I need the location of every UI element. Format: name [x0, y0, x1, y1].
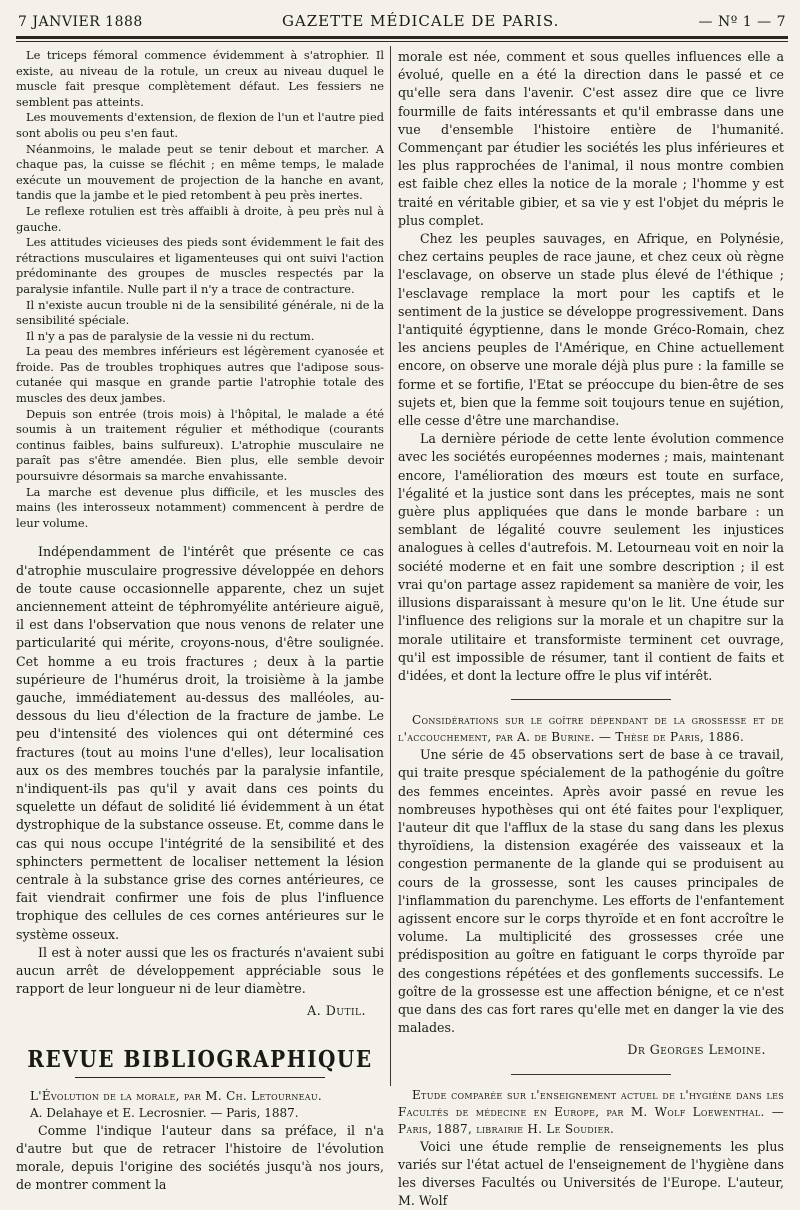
goitre-signature: Dr Georges Lemoine.: [627, 1042, 766, 1058]
left-column: [16, 48, 384, 1193]
case-discussion: [16, 543, 384, 1020]
issue-number: — Nº 1 — 7: [698, 14, 786, 30]
header-date: 7 JANVIER 1888: [18, 14, 143, 30]
header-rule-thin: [16, 41, 788, 42]
goitre-heading: [398, 712, 784, 746]
obs-paragraph: La peau des membres inférieurs est légèrement cyanosée et froide. Pas de troubles trophiques autres que l'adipose sous-cutanée qui masque en grande partie l'atrophie totale des muscles des deux jambes.: [16, 344, 384, 406]
header-rule: [16, 36, 788, 39]
author-signature: A. Dutil.: [307, 1003, 366, 1019]
obs-paragraph: Les mouvements d'extension, de flexion de l'un et l'autre pied sont abolis ou peu s'en faut.: [16, 110, 384, 140]
obs-paragraph: Néanmoins, le malade peut se tenir debout et marcher. A chaque pas, la cuisse se fléchit ; en même temps, le malade exécute un mouvement de projection de la hanche en avant, tandis que la jambe et le pied retombent à peu près inertes.: [16, 141, 384, 203]
obs-paragraph: La marche est devenue plus difficile, et les muscles des mains (les interosseux notamment) commencent à perdre de leur volume.: [16, 484, 384, 530]
section-title: REVUE BIBLIOGRAPHIQUE: [27, 1044, 373, 1073]
hygiene-title: Etude comparée sur l'enseignement actuel de l'hygiène dans les Facultés de médecine en Europe, par M. Wolf Loewenthal. — Paris, 1887, librairie H. Le Soudier.: [398, 1087, 784, 1136]
page-header: [18, 12, 786, 34]
obs-paragraph: Depuis son entrée (trois mois) à l'hôpital, le malade a été soumis à un traitement régulier et méthodique (courants continus faibles, bains sulfureux). L'atrophie musculaire ne paraît pas s'être amendée. Bien plus, elle semble devoir poursuivre désormais sa marche envahissante.: [16, 406, 384, 484]
obs-paragraph: Le triceps fémoral commence évidemment à s'atrophier. Il existe, au niveau de la rotule, un creux au niveau duquel le muscle fait presque complètement défaut. Les fessiers ne semblent pas atteints.: [16, 48, 384, 109]
obs-paragraph: Il n'existe aucun trouble ni de la sensibilité générale, ni de la sensibilité spéciale.: [16, 297, 384, 328]
section-rule: [75, 1077, 325, 1078]
hygiene-body: [398, 1138, 784, 1210]
goitre-title: Considérations sur le goître dépendant de la grossesse et de l'accouchement, par A. de Burine. — Thèse de Paris, 1886.: [398, 713, 784, 745]
hygiene-heading: [398, 1087, 784, 1138]
review-body: [398, 48, 784, 685]
review-heading: [16, 1088, 384, 1122]
review-title: L'Évolution de la morale, par M. Ch. Letourneau.: [30, 1088, 323, 1103]
review-paragraph: morale est née, comment et sous quelles influences elle a évolué, quelle en a été la direction dans le passé et ce qu'elle sera dans l'avenir. C'est assez dire que ce livre fourmille de faits intéressants et qu'il embrasse dans une vue d'ensemble l'histoire entière de l'humanité. Commençant par étudier les sociétés les plus inférieures et les plus rapprochées de l'animal, il nous montre combien est faible chez elles la notice de la morale ; l'homme y est traité en véritable gibier, et sa vie y est l'objet du mépris le plus complet.: [398, 49, 784, 228]
hygiene-paragraph: Voici une étude remplie de renseignements les plus variés sur l'état actuel de l'enseignement de l'hygiène dans les diverses Facultés ou Universités de l'Europe. L'auteur, M. Wolf: [398, 1138, 784, 1209]
separator: [511, 699, 671, 700]
journal-title: GAZETTE MÉDICALE DE PARIS.: [281, 12, 560, 30]
obs-paragraph: Les attitudes vicieuses des pieds sont évidemment le fait des rétractions musculaires et ligamenteuses qui ont suivi l'action prédominante des groupes de muscles respectés par la paralysie infantile. Nulle part il n'y a trace de contracture.: [16, 235, 384, 296]
review-publisher: A. Delahaye et E. Lecrosnier. — Paris, 1887.: [30, 1105, 299, 1120]
review-paragraph: Comme l'indique l'auteur dans sa préface, il n'a d'autre but que de retracer l'histoire de l'évolution morale, depuis l'origine des sociétés jusqu'à nos jours, de montrer comment la: [16, 1122, 384, 1193]
review-intro: [16, 1122, 384, 1195]
goitre-body: [398, 746, 784, 1059]
review-paragraph: La dernière période de cette lente évolution commence avec les sociétés européennes modernes ; mais, maintenant encore, l'amélioration des mœurs est toute en surface, l'égalité et la justice sont dans les préceptes, mais ne sont guère plus appliquées que dans le monde barbare : un semblant de légalité couvre seulement les injustices analogues à celles d'autrefois. M. Letourneau voit en noir la société moderne et en fait une sombre description ; il est vrai qu'on partage assez rapidement sa manière de voir, les illusions disparaissant à mesure qu'on le lit. Une étude sur l'influence des religions sur la morale et un chapitre sur la morale utilitaire et transformiste terminent cet ouvrage, qu'il est impossible de résumer, tant il contient de faits et d'idées, et dont la lecture offre le plus vif intérêt.: [398, 431, 784, 683]
column-divider: [390, 46, 391, 1086]
right-column: [398, 48, 784, 1209]
review-paragraph: Chez les peuples sauvages, en Afrique, en Polynésie, chez certains peuples de race jaune, et chez ceux où règne l'esclavage, on observe un stade plus élevé de l'éthique ; l'esclavage remplace la mort pour les captifs et le sentiment de la justice se développe progressivement. Dans l'antiquité égyptienne, dans le monde Gréco-Romain, chez les anciens peuples de l'Amérique, en Chine actuellement encore, on observe une morale déjà plus pure : la famille se forme et se fortifie, l'Etat se préoccupe du bien-être de ses sujets et, bien que la femme soit toujours tenue en sujétion, elle cesse d'être une marchandise.: [398, 231, 784, 429]
obs-paragraph: Il n'y a pas de paralysie de la vessie ni du rectum.: [26, 328, 315, 343]
separator: [511, 1074, 671, 1075]
discussion-paragraph: Indépendamment de l'intérêt que présente ce cas d'atrophie musculaire progressive développée en dehors de toute cause occasionnelle apparente, chez un sujet anciennement atteint de téphromyélite antérieure aiguë, il est dans l'observation que nous venons de relater une particularité qui mérite, croyons-nous, d'être soulignée. Cet homme a eu trois fractures ; deux à la partie supérieure de l'humérus droit, la troisième à la jambe gauche, immédiatement au-dessus des malléoles, au-dessous du lieu d'élection de la fracture de jambe. Le peu d'intensité des violences qui ont déterminé ces fractures (tout au moins l'une d'elles), leur localisation aux os des membres touchés par la paralysie infantile, n'indiquent-ils pas qu'il y avait dans ces points du squelette un défaut de solidité lié évidemment à un état dystrophique de la substance osseuse. Et, comme dans le cas qui nous occupe l'intégrité de la sensibilité et des sphincters permettent de localiser nettement la lésion centrale à la substance grise des cornes antérieures, ce fait viendrait confirmer une fois de plus l'influence trophique des cellules de ces cornes antérieures sur le système osseux.: [16, 544, 384, 942]
goitre-paragraph: Une série de 45 observations sert de base à ce travail, qui traite presque spécialement de la pathogénie du goître des femmes enceintes. Après avoir passé en revue les nombreuses hypothèses qui ont été faites pour l'expliquer, l'auteur dit que l'afflux de la stase du sang dans les plexus thyroïdiens, la distension exagérée des vaisseaux et la congestion permanente de la glande qui se produisent au cours de la grossesse, sont les causes principales de l'inflammation du parenchyme. Les efforts de l'enfantement agissent encore sur le corps thyroïde et en font accroître le volume. La multiplicité des grossesses crée une prédisposition au goître en fatiguant le corps thyroïde par des congestions répétées et des gonflements successifs. Le goître de la grossesse est une affection bénigne, et ce n'est que dans des cas fort rares qu'elle met en danger la vie des malades.: [398, 747, 784, 1036]
obs-paragraph: Le reflexe rotulien est très affaibli à droite, à peu près nul à gauche.: [16, 203, 384, 234]
discussion-paragraph: Il est à noter aussi que les os fracturés n'avaient subi aucun arrêt de développement appréciable sous le rapport de leur longueur ni de leur diamètre.: [16, 944, 384, 997]
case-observation: [16, 48, 384, 531]
